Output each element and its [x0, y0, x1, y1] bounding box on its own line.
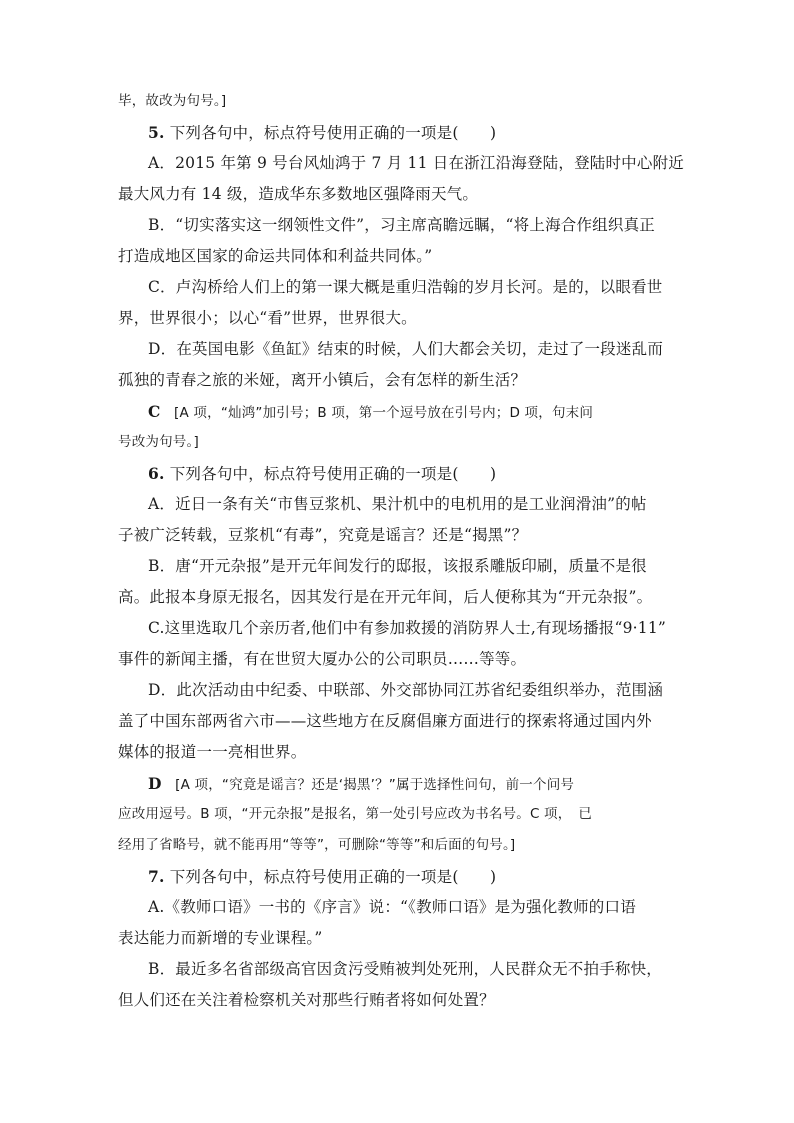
answer-explanation: 号改为句号。]: [118, 434, 199, 450]
answer-letter: C: [148, 402, 161, 421]
question-line: [118, 861, 684, 892]
text-line: 但人们还在关注着检察机关对那些行贿者将如何处置？: [118, 991, 495, 1009]
question-number: 5.: [148, 123, 165, 142]
text-line: A．2015 年第 9 号台风灿鸿于 7 月 11 日在浙江沿海登陆，登陆时中心附近: [148, 154, 684, 172]
answer-explanation: 应改用逗号。B 项，“开元杂报”是报名，第一处引号应改为书名号。C 项， 已: [118, 806, 593, 822]
text-line: C．卢沟桥给人们上的第一课大概是重归浩翰的岁月长河。是的，以眼看世: [148, 278, 663, 296]
text-line: 打造成地区国家的命运共同体和利益共同体。”: [118, 247, 433, 265]
question-line: [118, 117, 684, 148]
question-text: 下列各句中，标点符号使用正确的一项是( ): [169, 124, 497, 142]
text-line: 最大风力有 14 级，造成华东多数地区强降雨天气。: [118, 185, 479, 203]
question-number: 6.: [148, 464, 165, 483]
answer-explanation: 经用了省略号，就不能再用“等等”，可删除“等等”和后面的句号。]: [118, 837, 516, 853]
text-line: D．此次活动由中纪委、中联部、外交部协同江苏省纪委组织举办，范围涵: [148, 681, 664, 699]
question-text: 下列各句中，标点符号使用正确的一项是( ): [169, 465, 497, 483]
text-line: 媒体的报道一一亮相世界。: [118, 743, 307, 761]
text-line: B．唐“开元杂报”是开元年间发行的邸报，该报系雕版印刷，质量不是很: [148, 557, 647, 575]
text-line: D．在英国电影《鱼缸》结束的时候，人们大都会关切，走过了一段迷乱而: [148, 340, 664, 358]
text-line: 高。此报本身原无报名，因其发行是在开元年间，后人便称其为“开元杂报”。: [118, 588, 653, 606]
answer-line: [118, 396, 684, 427]
answer-line: [118, 830, 684, 861]
text-line: C.这里选取几个亲历者,他们中有参加救援的消防界人士,有现场播报“9·11”: [148, 619, 667, 637]
text-line: A.《教师口语》一书的《序言》说：“《教师口语》是为强化教师的口语: [148, 898, 636, 916]
answer-line: [118, 799, 684, 830]
text-line: A．近日一条有关“市售豆浆机、果汁机中的电机用的是工业润滑油”的帖: [148, 495, 647, 513]
answer-line: [118, 427, 684, 458]
answer-line: [118, 86, 684, 117]
text-line: B．“切实落实这一纲领性文件”，习主席高瞻远瞩，“将上海合作组织真正: [148, 216, 655, 234]
text-line: 孤独的青春之旅的米娅，离开小镇后，会有怎样的新生活？: [118, 371, 527, 389]
text-line: 盖了中国东部两省六市——这些地方在反腐倡廉方面进行的探索将通过国内外: [118, 712, 652, 730]
answer-explanation: 毕，故改为句号。]: [118, 93, 227, 109]
text-line: 界，世界很小；以心“看”世界，世界很大。: [118, 309, 417, 327]
answer-explanation: [A 项，“究竟是谣言？还是‘揭黑’？”属于选择性问句，前一个问号: [175, 777, 575, 793]
answer-line: [118, 768, 684, 799]
text-line: 子被广泛转载，豆浆机“有毒”，究竟是谣言？还是“揭黑”？: [118, 526, 528, 544]
question-line: [118, 458, 684, 489]
question-text: 下列各句中，标点符号使用正确的一项是( ): [169, 868, 497, 886]
document-page: [118, 86, 684, 1016]
answer-letter: D: [148, 774, 162, 793]
answer-explanation: [A 项，“灿鸿”加引号；B 项，第一个逗号放在引号内；D 项，句末问: [174, 405, 594, 421]
text-line: 表达能力而新增的专业课程。”: [118, 929, 323, 947]
text-line: B．最近多名省部级高官因贪污受贿被判处死刑，人民群众无不拍手称快，: [148, 960, 662, 978]
text-line: 事件的新闻主播，有在世贸大厦办公的公司职员……等等。: [118, 650, 527, 668]
question-number: 7.: [148, 867, 165, 886]
